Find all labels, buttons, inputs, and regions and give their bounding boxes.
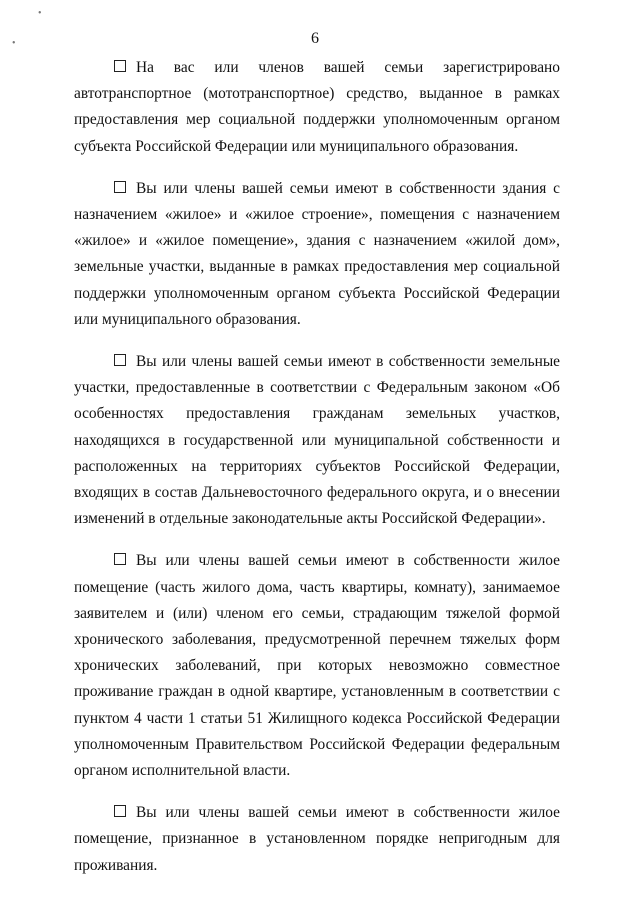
scan-mark: • <box>12 38 16 49</box>
paragraph-text: На вас или членов вашей семьи зарегистрировано автотранспортное (мототранспортное) средство, выданное в рамках предоставления мер социальной поддержки уполномоченным органом субъекта Российской Федерации или муниципального образования. <box>74 59 560 155</box>
list-item <box>74 176 560 333</box>
page-number: 6 <box>311 30 319 47</box>
checkbox-icon[interactable] <box>114 805 126 817</box>
checkbox-icon[interactable] <box>114 60 126 72</box>
checkbox-icon[interactable] <box>114 181 126 193</box>
paragraph-text: Вы или члены вашей семьи имеют в собственности здания с назначением «жилое» и «жилое строение», помещения с назначением «жилое» и «жилое помещение», здания с назначением «жилой дом», земельные участки, выданные в рамках предоставления мер социальной поддержки уполномоченным органом субъекта Российской Федерации или муниципального образования. <box>74 179 560 328</box>
paragraph-text: Вы или члены вашей семьи имеют в собственности жилое помещение, признанное в установленном порядке непригодным для проживания. <box>74 804 560 874</box>
checkbox-icon[interactable] <box>114 553 126 565</box>
list-item <box>74 349 560 532</box>
list-item <box>74 548 560 784</box>
list-item <box>74 800 560 879</box>
checkbox-icon[interactable] <box>114 354 126 366</box>
list-item <box>74 55 560 160</box>
paragraph-text: Вы или члены вашей семьи имеют в собственности земельные участки, предоставленные в соответствии с Федеральным законом «Об особенностях предоставления гражданам земельных участков, находящихся в государственной или муниципальной собственности и расположенных на территориях субъектов Российской Федерации, входящих в состав Дальневосточного федерального округа, и о внесении изменений в отдельные законодательные акты Российской Федерации». <box>74 353 560 528</box>
paragraph-text: Вы или члены вашей семьи имеют в собственности жилое помещение (часть жилого дома, часть квартиры, комнату), занимаемое заявителем и (или) членом его семьи, страдающим тяжелой формой хронического заболевания, предусмотренной перечнем тяжелых форм хронических заболеваний, при которых невозможно совместное проживание граждан в одной квартире, установленным в соответствии с пунктом 4 части 1 статьи 51 Жилищного кодекса Российской Федерации уполномоченным Правительством Российской Федерации федеральным органом исполнительной власти. <box>74 552 560 780</box>
document-body <box>74 55 560 895</box>
scan-mark: • <box>38 8 42 19</box>
